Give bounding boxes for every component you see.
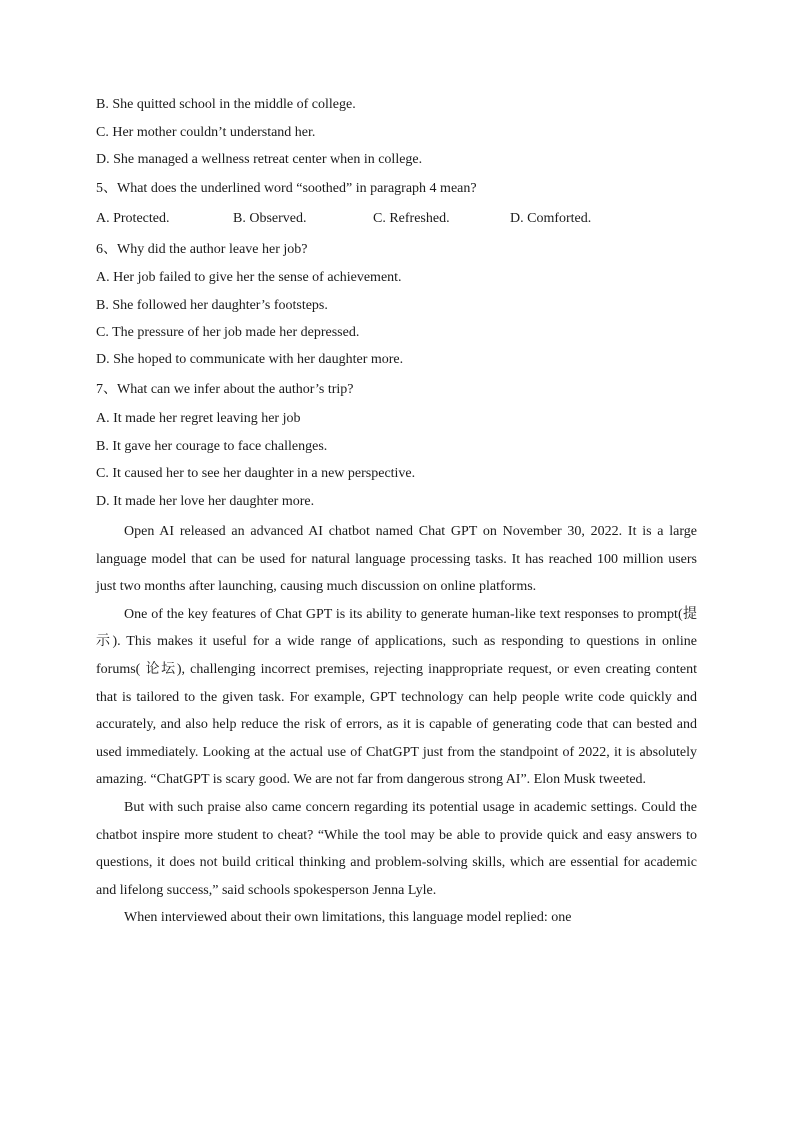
q7-option-c: C. It caused her to see her daughter in a new perspective. [96,466,416,481]
q5-option-b: B. Observed. [233,211,307,226]
passage-paragraph-2: One of the key features of Chat GPT is its ability to generate human-like text responses to prompt(提示). This makes it useful for a wide range of applications, such as responding to questions in online forums( 论坛), challenging incorrect premises, rejecting inappropriate request, or even creating content that is tailored to the given task. For example, GPT technology can help people write code quickly and accurately, and also help reduce the risk of errors, as it is capable of generating code that can bested and used immediately. Looking at the actual use of ChatGPT just from the standpoint of 2022, it is absolutely amazing. “ChatGPT is scary good. We are not far from dangerous strong AI”. Elon Musk tweeted. [96,606,697,788]
q6-option-d: D. She hoped to communicate with her daughter more. [96,352,404,367]
q5-option-d: D. Comforted. [510,211,592,226]
q4-option-b: B. She quitted school in the middle of college. [96,97,356,112]
q7-option-a: A. It made her regret leaving her job [96,411,301,426]
q4-option-c: C. Her mother couldn’t understand her. [96,125,316,140]
q4-option-d: D. She managed a wellness retreat center when in college. [96,152,423,167]
q5-option-c: C. Refreshed. [373,211,450,226]
question-7: 7、What can we infer about the author’s trip? [96,382,354,397]
passage-paragraph-3: But with such praise also came concern regarding its potential usage in academic settings. Could the chatbot inspire more student to cheat? “While the tool may be able to provide quick and easy answers to questions, it does not build critical thinking and problem-solving skills, which are essential for academic and lifelong success,” said schools spokesperson Jenna Lyle. [96,799,697,898]
reading-passage [96,518,697,932]
question-5-options [96,209,616,229]
q6-option-c: C. The pressure of her job made her depressed. [96,325,360,340]
passage-paragraph-4: When interviewed about their own limitations, this language model replied: one [124,910,572,926]
q6-option-a: A. Her job failed to give her the sense of achievement. [96,270,402,285]
q7-option-b: B. It gave her courage to face challenges. [96,439,328,454]
q5-option-a: A. Protected. [96,211,170,226]
passage-paragraph-1: Open AI released an advanced AI chatbot named Chat GPT on November 30, 2022. It is a large language model that can be used for natural language processing tasks. It has reached 100 million users just two months after launching, causing much discussion on online platforms. [96,524,697,595]
question-6: 6、Why did the author leave her job? [96,242,308,257]
question-5: 5、What does the underlined word “soothed” in paragraph 4 mean? [96,181,477,196]
q7-option-d: D. It made her love her daughter more. [96,494,315,509]
q6-option-b: B. She followed her daughter’s footsteps. [96,298,328,313]
